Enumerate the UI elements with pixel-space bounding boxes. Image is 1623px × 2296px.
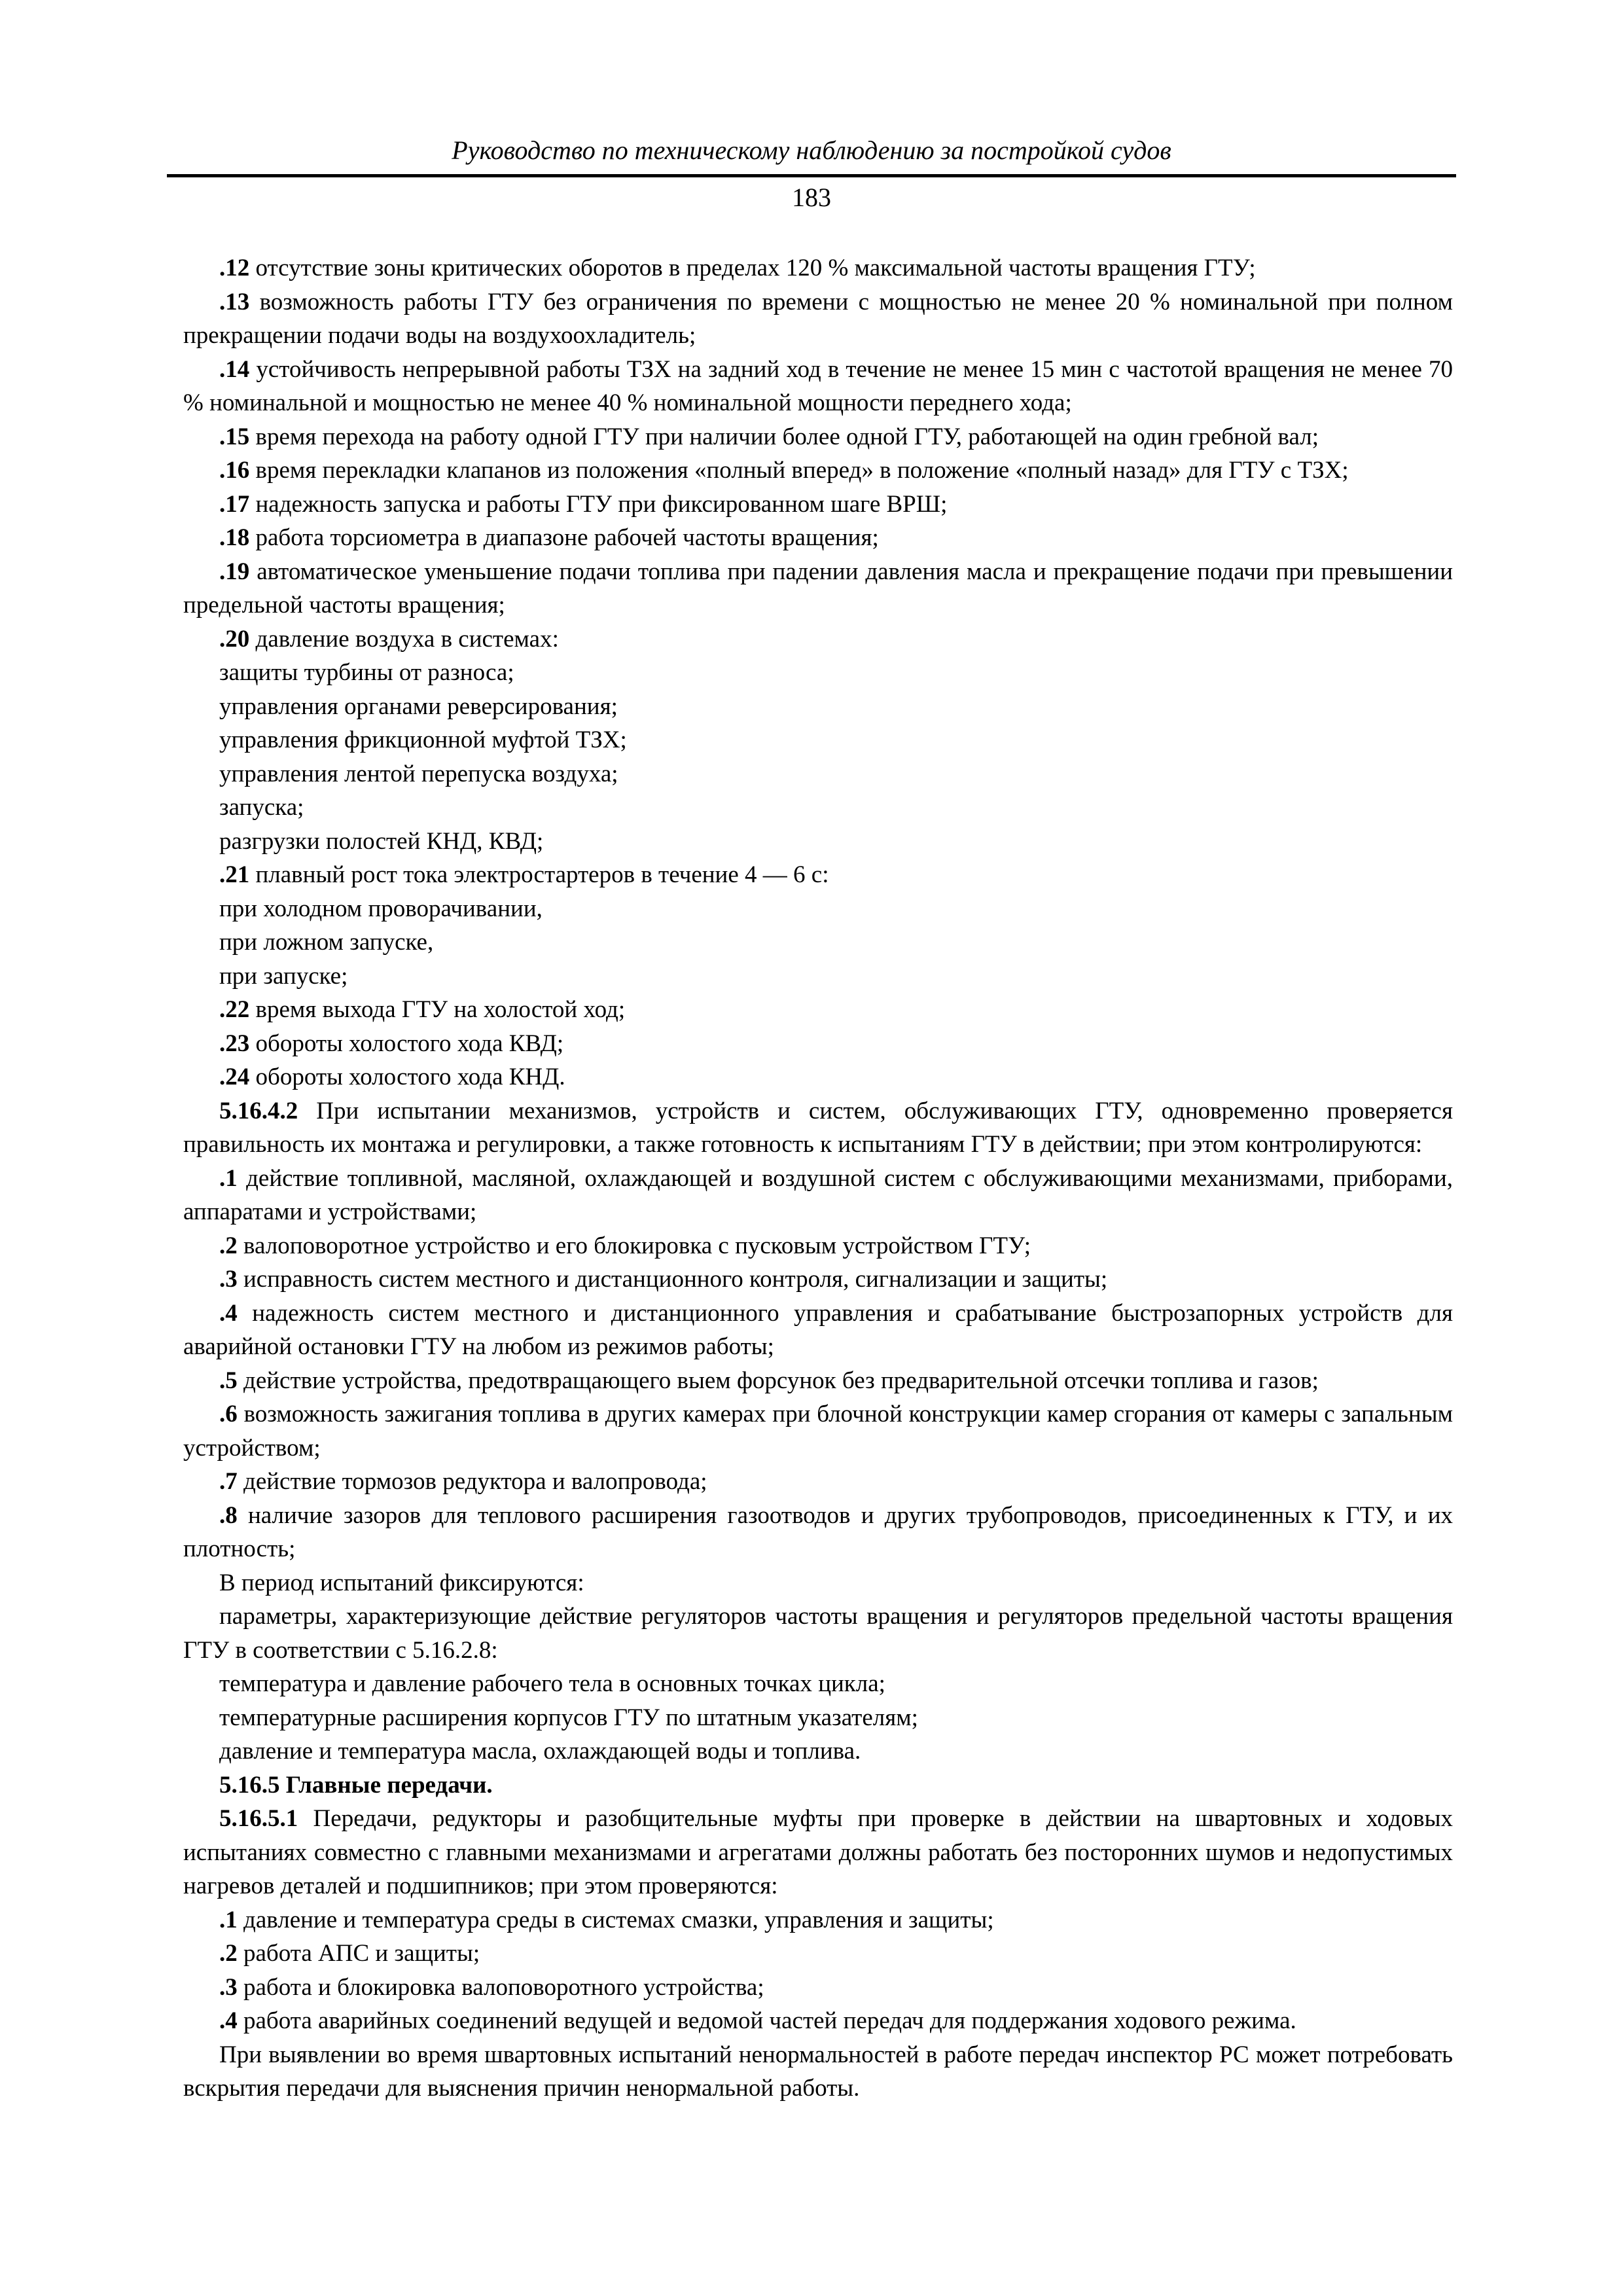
paragraph: .20 давление воздуха в системах: (219, 625, 559, 653)
list-item: управления фрикционной муфтой ТЗХ; (219, 726, 627, 753)
paragraph: .3 работа и блокировка валоповоротного устройства; (219, 1973, 764, 2001)
paragraph: В период испытаний фиксируются: (219, 1569, 584, 1596)
paragraph: .14 устойчивость непрерывной работы ТЗХ на задний ход в течение не менее 15 мин с частотой вращения не менее 70 % номинальной и мощностью не менее 40 % номинальной мощности переднего хода; (183, 355, 1453, 416)
paragraph: .8 наличие зазоров для теплового расширения газоотводов и других трубопроводов, присоединенных к ГТУ, и их плотность; (183, 1501, 1453, 1562)
header-rule (167, 174, 1456, 177)
paragraph: .4 надежность систем местного и дистанционного управления и срабатывание быстрозапорных устройств для аварийной остановки ГТУ на любом из режимов работы; (183, 1299, 1453, 1360)
paragraph: .2 работа АПС и защиты; (219, 1940, 480, 1967)
paragraph: .15 время перехода на работу одной ГТУ при наличии более одной ГТУ, работающей на один гребной вал; (219, 423, 1319, 450)
list-item: запуска; (219, 794, 304, 821)
paragraph: .18 работа торсиометра в диапазоне рабочей частоты вращения; (219, 524, 879, 551)
paragraph: .5 действие устройства, предотвращающего выем форсунок без предварительной отсечки топлива и газов; (219, 1367, 1319, 1394)
paragraph: .1 давление и температура среды в системах смазки, управления и защиты; (219, 1906, 994, 1933)
paragraph: .21 плавный рост тока электростартеров в течение 4 — 6 с: (219, 861, 829, 888)
list-item: управления органами реверсирования; (219, 692, 618, 720)
paragraph: .13 возможность работы ГТУ без ограничения по времени с мощностью не менее 20 % номинальной при полном прекращении подачи воды на воздухоохладитель; (183, 288, 1453, 349)
list-item: при ложном запуске, (219, 929, 434, 956)
list-item: разгрузки полостей КНД, КВД; (219, 827, 544, 855)
paragraph: .17 надежность запуска и работы ГТУ при фиксированном шаге ВРШ; (219, 490, 948, 518)
paragraph: .3 исправность систем местного и дистанционного контроля, сигнализации и защиты; (219, 1266, 1108, 1293)
paragraph: .22 время выхода ГТУ на холостой ход; (219, 996, 626, 1023)
paragraph: .12 отсутствие зоны критических оборотов в пределах 120 % максимальной частоты вращения ГТУ; (219, 255, 1256, 281)
page-number: 183 (792, 183, 831, 212)
section-paragraph: 5.16.4.2 При испытании механизмов, устройств и систем, обслуживающих ГТУ, одновременно проверяется правильность их монтажа и регулировки, а также готовность к испытаниям ГТУ в действии; при этом контролируются: (183, 1097, 1453, 1158)
page-body (183, 251, 1453, 2106)
paragraph: .19 автоматическое уменьшение подачи топлива при падении давления масла и прекращение подачи при превышении предельной частоты вращения; (183, 558, 1453, 619)
list-item: при холодном проворачивании, (219, 895, 543, 922)
running-header: Руководство по техническому наблюдению за постройкой судов (452, 135, 1171, 165)
list-item: управления лентой перепуска воздуха; (219, 760, 618, 787)
paragraph: .4 работа аварийных соединений ведущей и ведомой частей передач для поддержания ходового режима. (219, 2007, 1296, 2034)
paragraph: параметры, характеризующие действие регуляторов частоты вращения и регуляторов предельной частоты вращения ГТУ в соответствии с 5.16.2.8: (183, 1603, 1453, 1664)
section-heading: 5.16.5 Главные передачи. (219, 1771, 493, 1799)
paragraph: .23 обороты холостого хода КВД; (219, 1030, 564, 1057)
paragraph: .24 обороты холостого хода КНД. (219, 1064, 565, 1090)
paragraph: .7 действие тормозов редуктора и валопровода; (219, 1468, 707, 1495)
list-item: защиты турбины от разноса; (219, 659, 514, 686)
list-item: температура и давление рабочего тела в основных точках цикла; (219, 1670, 885, 1697)
paragraph: .1 действие топливной, масляной, охлаждающей и воздушной систем с обслуживающими механизмами, приборами, аппаратами и устройствами; (183, 1164, 1453, 1225)
list-item: температурные расширения корпусов ГТУ по штатным указателям; (219, 1704, 918, 1731)
list-item: давление и температура масла, охлаждающей воды и топлива. (219, 1738, 861, 1765)
paragraph: .6 возможность зажигания топлива в других камерах при блочной конструкции камер сгорания от камеры с запальным устройством; (183, 1401, 1453, 1462)
paragraph: При выявлении во время швартовных испытаний ненормальностей в работе передач инспектор РС может потребовать вскрытия передачи для выяснения причин ненормальной работы. (183, 2041, 1453, 2102)
paragraph: .2 валоповоротное устройство и его блокировка с пусковым устройством ГТУ; (219, 1232, 1031, 1259)
section-paragraph: 5.16.5.1 Передачи, редукторы и разобщительные муфты при проверке в действии на швартовных и ходовых испытаниях совместно с главными механизмами и агрегатами должны работать без посторонних шумов и недопустимых нагревов деталей и подшипников; при этом проверяются: (183, 1805, 1453, 1899)
list-item: при запуске; (219, 962, 348, 990)
paragraph: .16 время перекладки клапанов из положения «полный вперед» в положение «полный назад» для ГТУ с ТЗХ; (219, 457, 1349, 484)
